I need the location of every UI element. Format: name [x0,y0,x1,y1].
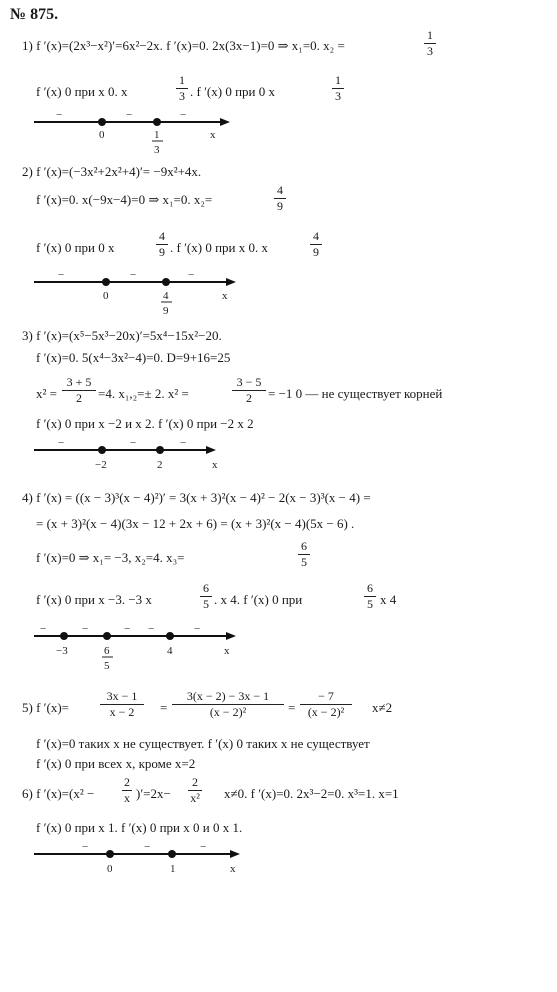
p6-line1b: )′=2x− [136,786,171,801]
p1-x2-num: 1 [427,28,433,42]
p5-frac-b-den: (x − 2)² [209,705,247,719]
p3-line1: 3) f ′(x)=(x⁵−5x³−20x)′=5x⁴−15x²−20. [22,328,222,343]
p4-sign-1: − [40,623,47,635]
p2-frac-a [156,230,168,259]
p3-sign-2: − [130,437,137,449]
p3-sign-1: − [58,437,65,449]
p5-line2: f ′(x)=0 таких x не существует. f ′(x) 0 таких x не существует [36,736,370,751]
p6-frac-b-den: x² [190,791,200,805]
p4-sign-4: − [148,623,155,635]
p2-point-0-label: 0 [103,290,109,302]
p2-frac-b [310,230,322,259]
p6-point-1 [168,850,176,858]
p5-frac-a [100,690,144,719]
p5-frac-b-num: 3(x − 2) − 3x − 1 [186,689,270,703]
p4-point-4-label: 4 [167,645,173,657]
p2-number-line [30,268,260,320]
p1-frac-a-num: 1 [179,73,185,87]
p4-line4c: x 4 [380,592,397,607]
p2-sign-3: − [188,269,195,281]
p6-axis-var: x [230,863,236,875]
p1-sign-2: − [126,109,133,121]
p4-frac-a-num: 6 [203,581,209,595]
p3-line4: f ′(x) 0 при x −2 и x 2. f ′(x) 0 при −2 x 2 [36,416,254,431]
p6-sign-3: − [200,841,207,853]
p3-line3a: x² = [36,386,57,401]
p3-number-line [30,436,250,476]
p6-line2: f ′(x) 0 при x 1. f ′(x) 0 при x 0 и 0 x 1. [36,820,243,835]
p4-x3-fraction [298,540,310,569]
p4-sign-5: − [194,623,201,635]
p6-frac-a-den: x [124,791,130,805]
p3-frac-2-num: 3 − 5 [236,375,262,389]
p2-frac-b-den: 9 [313,245,319,259]
p1-x2-fraction [424,29,436,58]
p2-point-frac-den: 9 [163,305,169,317]
p1-line2a: f ′(x) 0 при x 0. x [36,84,128,99]
p3-point-2 [156,446,164,454]
p3-point-neg2 [98,446,106,454]
p2-line3a: f ′(x) 0 при 0 x [36,240,115,255]
p2-point-frac-num: 4 [163,290,169,302]
p4-frac-a-den: 5 [203,597,209,611]
p5-line3: f ′(x) 0 при всех x, кроме x=2 [36,756,196,771]
p6-point-0-label: 0 [107,863,113,875]
p4-frac-a [200,582,212,611]
p5-line1d: x≠2 [372,700,393,715]
p4-frac-b-num: 6 [367,581,373,595]
p2-frac-a-den: 9 [159,245,165,259]
p1-sign-1: − [56,109,63,121]
p6-arrow-icon [230,850,240,858]
p1-point-frac [153,118,161,126]
p5-line1c: = [288,700,296,715]
p6-line1a: 6) f ′(x)=(x² − [22,786,95,801]
p1-frac-a-den: 3 [179,89,185,103]
p6-sign-2: − [144,841,151,853]
p4-line4b: . x 4. f ′(x) 0 при [214,592,303,607]
p1-x2-den: 3 [427,44,433,58]
p6-line1c: x≠0. f ′(x)=0. 2x³−2=0. x³=1. x=1 [224,786,399,801]
p4-sign-3: − [124,623,131,635]
p6-point-1-label: 1 [170,863,176,875]
p5-frac-a-num: 3x − 1 [106,689,138,703]
p2-axis-var: x [222,290,228,302]
p5-frac-b [172,690,284,719]
p4-x3-den: 5 [301,555,307,569]
p6-frac-a-num: 2 [124,775,130,789]
p4-x3-num: 6 [301,539,307,553]
p3-line2: f ′(x)=0. 5(x⁴−3x²−4)=0. D=9+16=25 [36,350,231,365]
p3-line3b: =4. x₁,₂=± 2. x² = [98,386,189,401]
p2-x2-num: 4 [277,183,283,197]
p4-point-frac [103,632,111,640]
p4-axis-var: x [224,645,230,657]
p5-line1a: 5) f ′(x)= [22,700,69,715]
p6-sign-1: − [82,841,89,853]
p2-line1: 2) f ′(x)=(−3x²+2x²+4)′= −9x²+4x. [22,164,202,179]
p4-frac-b-den: 5 [367,597,373,611]
p3-line3c: = −1 0 — не существует корней [268,386,443,401]
p3-frac-1-num: 3 + 5 [66,375,92,389]
p4-arrow-icon [226,632,236,640]
p2-frac-b-num: 4 [313,229,319,243]
p2-x2-den: 9 [277,199,283,213]
p6-frac-b [188,776,202,805]
p1-axis-var: x [210,129,216,141]
p4-line3: f ′(x)=0 ⇒ x₁= −3, x₂=4. x₃= [36,550,185,565]
p4-line1: 4) f ′(x) = ((x − 3)³(x − 4)²)′ = 3(x + 3)²(x − 4)² − 2(x − 3)³(x − 4) = [22,490,371,505]
p1-frac-b-num: 1 [335,73,341,87]
p3-frac-2 [232,376,266,405]
p1-point-frac-num: 1 [154,129,160,141]
p5-frac-a-den: x − 2 [109,705,135,719]
p5-frac-c-num: − 7 [318,689,334,703]
p1-frac-b-den: 3 [335,89,341,103]
p2-line3b: . f ′(x) 0 при x 0. x [170,240,268,255]
p1-point-0-label: 0 [99,129,105,141]
p3-frac-1 [62,376,96,405]
p4-point-frac-num: 6 [104,645,110,657]
p1-sign-3: − [180,109,187,121]
p5-frac-c-den: (x − 2)² [307,705,345,719]
p1-frac-b [332,74,344,103]
p6-number-line [30,840,270,884]
p3-point-neg2-label: −2 [95,459,107,471]
p3-sign-3: − [180,437,187,449]
p1-point-frac-den: 3 [154,144,160,156]
p6-frac-a [122,776,132,805]
p5-frac-c [300,690,352,719]
p4-point-neg3 [60,632,68,640]
p3-axis-var: x [212,459,218,471]
p3-arrow-icon [206,446,216,454]
p3-frac-2-den: 2 [246,391,252,405]
p4-line2: = (x + 3)²(x − 4)(3x − 12 + 2x + 6) = (x + 3)²(x − 4)(5x − 6) . [36,516,355,531]
p4-frac-b [364,582,376,611]
p2-arrow-icon [226,278,236,286]
p2-sign-2: − [130,269,137,281]
p2-sign-1: − [58,269,65,281]
p3-point-2-label: 2 [157,459,163,471]
p4-line4a: f ′(x) 0 при x −3. −3 x [36,592,152,607]
p4-point-neg3-label: −3 [56,645,68,657]
problem-number: № 875. [10,6,59,23]
p1-line1: 1) f ′(x)=(2x³−x²)′=6x²−2x. f ′(x)=0. 2x(3x−1)=0 ⇒ x₁=0. x₂ = [22,38,345,53]
p4-point-4 [166,632,174,640]
p2-point-0 [102,278,110,286]
p1-arrow-icon [220,118,230,126]
p6-point-0 [106,850,114,858]
p1-number-line [30,108,240,158]
p6-frac-b-num: 2 [192,775,198,789]
p4-number-line [30,622,260,676]
p2-point-frac [162,278,170,286]
p5-line1b: = [160,700,168,715]
p2-x2-fraction [274,184,286,213]
p4-sign-2: − [82,623,89,635]
p3-frac-1-den: 2 [76,391,82,405]
p1-point-0 [98,118,106,126]
p2-frac-a-num: 4 [159,229,165,243]
p1-frac-a [176,74,188,103]
p4-point-frac-den: 5 [104,660,110,672]
p2-line2: f ′(x)=0. x(−9x−4)=0 ⇒ x₁=0. x₂= [36,192,213,207]
p1-line2b: . f ′(x) 0 при 0 x [190,84,275,99]
